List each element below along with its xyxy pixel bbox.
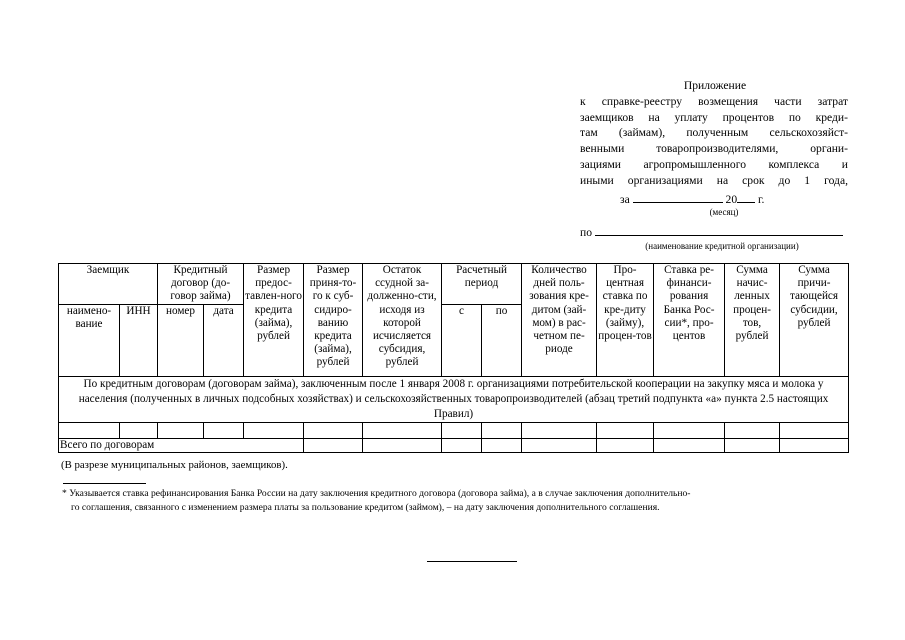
appendix-line: иными организациями на срок до 1 года, — [580, 173, 848, 187]
header-accrued: Сумма начис-ленных процен-тов, рублей — [725, 264, 780, 377]
cell — [304, 422, 363, 438]
month-caption: (месяц) — [709, 207, 739, 218]
appendix-line: к справке-реестру возмещения части затрат — [580, 94, 848, 108]
year-suffix: г. — [758, 192, 765, 206]
footnote-line: * Указывается ставка рефинансирования Банка России на дату заключения кредитного договора (договора займа), а в случае заключения дополнительно- — [62, 488, 691, 499]
blank-data-row — [59, 422, 849, 438]
cell — [597, 422, 654, 438]
header-rate: Про-центная ставка по кре-диту (займу), процен-тов — [597, 264, 654, 377]
subheader-inn: ИНН — [120, 304, 158, 376]
header-borrower: Заемщик — [59, 264, 158, 305]
cell — [363, 438, 442, 452]
subheader-date: дата — [204, 304, 244, 376]
registry-table — [58, 263, 849, 453]
bank-caption: (наименование кредитной организации) — [645, 241, 799, 252]
cell — [482, 422, 522, 438]
cell — [522, 422, 597, 438]
po-label: по — [580, 226, 593, 240]
appendix-line: там (займам), полученным сельскохозяйст- — [580, 126, 848, 140]
appendix-line: зациями агропромышленного комплекса и — [580, 157, 848, 171]
cell — [780, 438, 849, 452]
header-refin: Ставка ре-финанси-рования Банка Рос-сии*, про-центов — [654, 264, 725, 377]
appendix-line: венными товаропроизводителями, органи- — [580, 142, 848, 156]
bottom-separator — [427, 561, 517, 562]
bank-name-blank — [595, 223, 843, 236]
bank-line — [580, 223, 848, 241]
section-row — [59, 376, 849, 422]
period-line — [620, 190, 848, 208]
subheader-to: по — [482, 304, 522, 376]
year-prefix: 20 — [725, 192, 738, 206]
cell — [204, 422, 244, 438]
section-note: По кредитным договорам (договорам займа), заключенным после 1 января 2008 г. организациями потребительской кооперации на закупку мяса и молока у населения (полученных в личных подсобных хозяйствах) и сельскохозяйственных товаропроизводителей (абзац третий подпункта «а» пункта 2.5 настоящих Правил) — [59, 376, 849, 422]
appendix-header — [580, 78, 848, 251]
cell — [158, 422, 204, 438]
footnote — [62, 487, 848, 515]
header-balance: Остаток ссудной за-долженно-сти, исходя из которой исчисляется субсидия, рублей — [363, 264, 442, 377]
cell — [363, 422, 442, 438]
header-credit-size: Размер предос-тавлен-ного кредита (займа), рублей — [244, 264, 304, 377]
month-blank — [633, 190, 723, 203]
za-label: за — [620, 192, 630, 206]
cell — [442, 438, 482, 452]
cell — [654, 422, 725, 438]
cell — [725, 422, 780, 438]
footnote-line: го соглашения, связанного с изменением размера платы за пользование кредитом (займом), – на дату заключения дополнительного соглашения. — [71, 502, 660, 513]
cell — [120, 422, 158, 438]
cell — [244, 422, 304, 438]
cell — [780, 422, 849, 438]
appendix-title: Приложение — [683, 79, 747, 92]
subheader-from: с — [442, 304, 482, 376]
header-contract: Кредитный договор (до-говор займа) — [158, 264, 244, 305]
total-label: Всего по договорам — [59, 438, 304, 452]
cell — [59, 422, 120, 438]
cell — [442, 422, 482, 438]
cell — [522, 438, 597, 452]
header-period: Расчетный период — [442, 264, 522, 305]
header-row — [59, 264, 849, 305]
cell — [482, 438, 522, 452]
cell — [654, 438, 725, 452]
cell — [597, 438, 654, 452]
cell — [725, 438, 780, 452]
appendix-line: заемщиков на уплату процентов по креди- — [580, 110, 848, 124]
header-accepted-size: Размер приня-то-го к суб-сидиро-ванию кредита (займа), рублей — [304, 264, 363, 377]
subheader-number: номер — [158, 304, 204, 376]
year-blank — [737, 190, 755, 203]
subheader-name: наимено-вание — [59, 304, 120, 376]
header-days: Количество дней поль-зования кре-дитом (зай-мом) в рас-четном пе-риоде — [522, 264, 597, 377]
breakdown-note: (В разрезе муниципальных районов, заемщиков). — [61, 459, 288, 471]
header-subsidy: Сумма причи-тающейся субсидии, рублей — [780, 264, 849, 377]
total-row — [59, 438, 849, 452]
cell — [304, 438, 363, 452]
footnote-separator — [63, 483, 146, 484]
